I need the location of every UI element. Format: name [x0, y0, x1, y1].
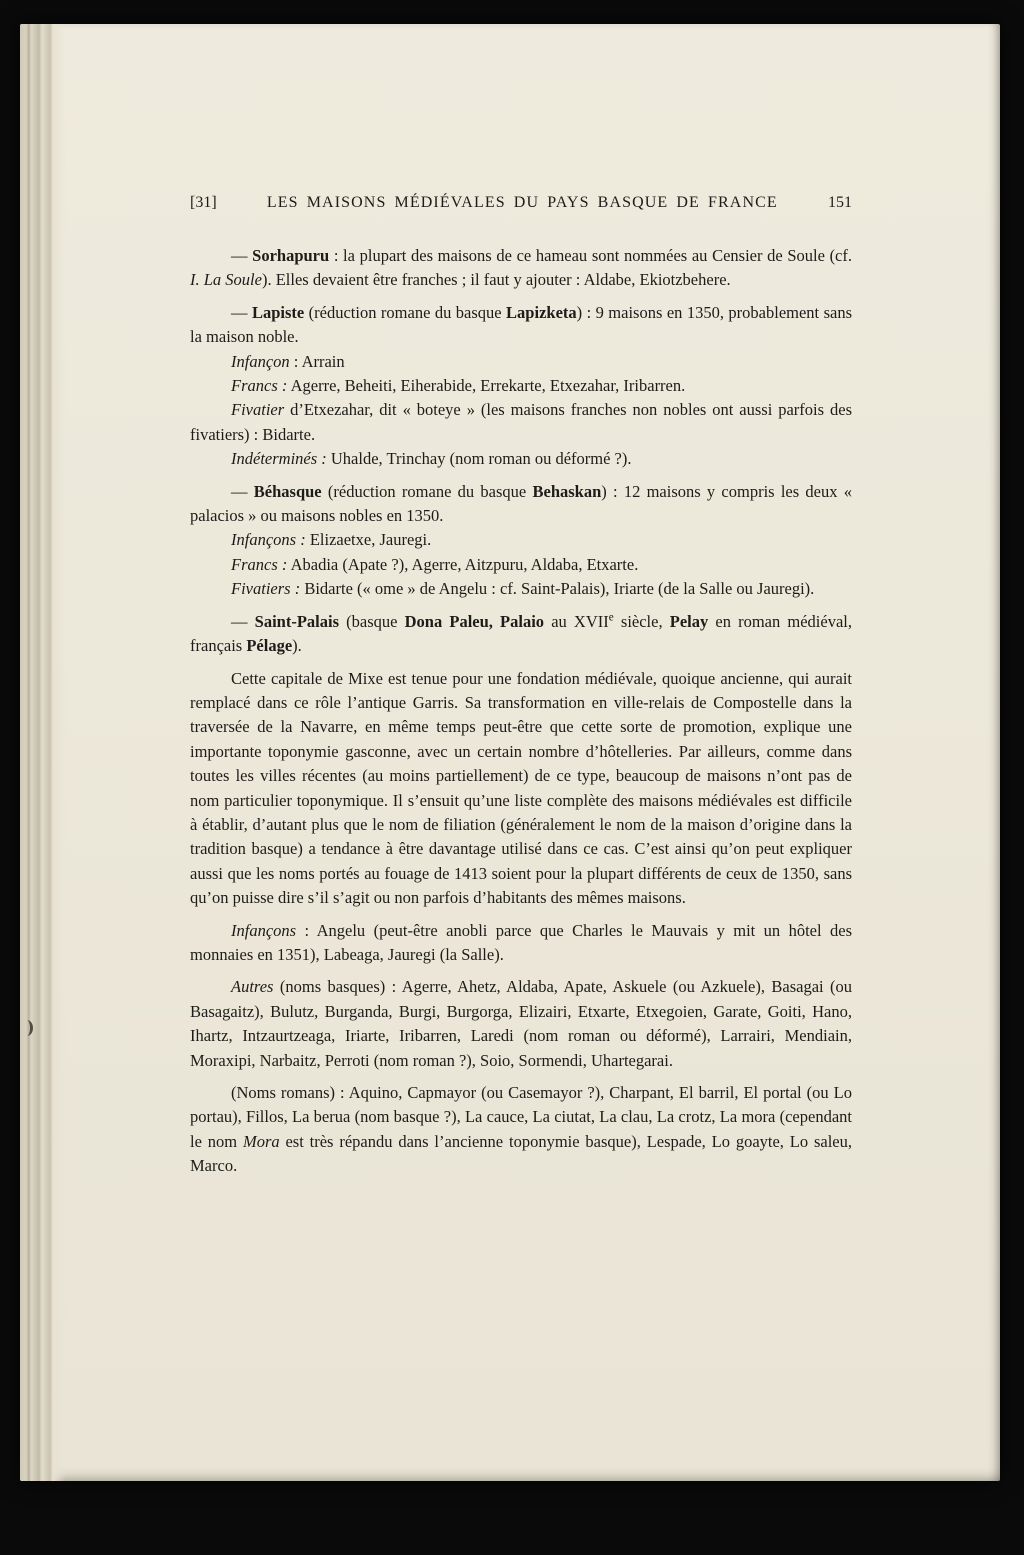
text-segment: ) : 9 maisons en 1350, probablement sans la maison noble. [190, 302, 852, 347]
text-segment: — [231, 481, 254, 501]
text-segment: (noms basques) : Agerre, Ahetz, Aldaba, Apate, Askuele (ou Azkuele), Basagai (ou Basagaitz), Bulutz, Burganda, Burgi, Burgorga, Elizairi, Etxarte, Etxegoien, Garate, Goiti, Hano, Ihartz, Intzaurtzeaga, Iriarte, Iribarren, Laredi (nom roman ou déformé), Larrairi, Mendiain, Moraxipi, Narbaitz, Perroti (nom roman ?), Soio, Sormendi, Uhartegarai. [190, 977, 852, 1070]
text-segment: Infançons [231, 920, 297, 940]
paragraph [190, 350, 852, 374]
text-segment: est très répandu dans l’ancienne toponymie basque), Lespade, Lo goayte, Lo saleu, Marco. [190, 1131, 852, 1176]
text-segment: siècle, [613, 611, 670, 631]
text-segment: Lapiste [251, 302, 305, 322]
text-segment: Abadia (Apate ?), Agerre, Aitzpuru, Aldaba, Etxarte. [287, 554, 639, 574]
page [20, 24, 1000, 1481]
text-segment: Mora [242, 1131, 280, 1151]
paragraph [190, 447, 852, 471]
text-segment: Fivatiers : [231, 579, 301, 599]
text-segment: — [231, 246, 253, 265]
text-body [190, 244, 852, 1179]
text-segment: Elizaetxe, Jauregi. [305, 530, 432, 550]
text-segment: Autres [231, 977, 274, 997]
article-section-number: [31] [190, 194, 217, 211]
book-binding-edge [20, 24, 66, 1481]
text-segment: — [231, 302, 252, 322]
text-segment: (Noms romans) : Aquino, Capmayor (ou Casemayor ?), Charpant, El barril, El portal (ou Lo portau), Fillos, La berua (nom basque ?), La cauce, La ciutat, La clau, La crotz, La mora (cependant le nom [190, 1083, 852, 1151]
text-segment: I. La Soule [190, 270, 262, 290]
text-segment: Dona Paleu, Palaio [404, 611, 545, 631]
paragraph [190, 528, 852, 552]
paragraph [190, 398, 852, 447]
paragraph [190, 919, 852, 968]
text-segment: (réduction romane du basque [321, 481, 533, 501]
text-segment: Bidarte (« ome » de Angelu : cf. Saint-Palais), Iriarte (de la Salle ou Jauregi). [300, 579, 815, 599]
paragraph [190, 244, 852, 293]
text-segment: Uhalde, Trinchay (nom roman ou déformé ?). [326, 449, 632, 469]
text-segment: Fivatier [231, 400, 285, 420]
text-segment: Indéterminés : [231, 449, 327, 469]
paragraph [190, 667, 852, 911]
text-segment: (basque [339, 611, 405, 631]
text-segment: : Angelu (peut-être anobli parce que Charles le Mauvais y mit un hôtel des monnaies en 1351), Labeaga, Jauregi (la Salle). [190, 920, 852, 964]
page-content [190, 194, 852, 1179]
paragraph [190, 553, 852, 577]
running-title: LES MAISONS MÉDIÉVALES DU PAYS BASQUE DE FRANCE [266, 194, 778, 211]
text-segment: au XVII [544, 611, 609, 631]
text-segment: ). Elles devaient être franches ; il faut y ajouter : Aldabe, Ekiotzbehere. [261, 270, 731, 290]
text-segment: Lapizketa [506, 302, 577, 322]
text-segment: Agerre, Beheiti, Eiherabide, Errekarte, Etxezahar, Iribarren. [287, 376, 686, 396]
text-segment: Pélage [246, 636, 293, 656]
paragraph [190, 374, 852, 398]
text-segment: — [231, 611, 255, 631]
paragraph [190, 975, 852, 1073]
paragraph [190, 610, 852, 659]
text-segment: Sorhapuru [252, 246, 330, 265]
paragraph [190, 480, 852, 529]
text-segment: Cette capitale de Mixe est tenue pour une fondation médiévale, quoique ancienne, qui aurait remplacé dans ce rôle l’antique Garris. Sa transformation en ville-relais de Compostelle dans la traversée de la Navarre, en même temps peut-être que cette sorte de promotion, explique une importante toponymie gasconne, avec un certain nombre d’hôtelleries. Par ailleurs, comme dans toutes les villes récentes (au moins partiellement) de ce type, beaucoup de maisons n’ont pas de nom particulier toponymique. Il s’ensuit qu’une liste complète des maisons médiévales est difficile à établir, d’autant plus que le nom de filiation (généralement le nom de la maison d’origine dans la tradition basque) a tendance à être davantage utilisé dans ce cas. C’est ainsi qu’on peut expliquer aussi que les noms portés au fouage de 1413 soient pour la plupart différents de ceux de 1350, sans qu’on puisse dire s’il s’agit ou non parfois d’habitants des mêmes maisons. [190, 668, 852, 908]
text-segment: d’Etxezahar, dit « boteye » (les maisons franches non nobles ont aussi parfois des fivatiers) : Bidarte. [190, 400, 852, 444]
text-segment: Infançon [231, 351, 290, 371]
text-segment: e [608, 611, 614, 624]
text-segment: Francs : [231, 554, 288, 574]
text-segment: ) : 12 maisons y compris les deux « palacios » ou maisons nobles en 1350. [190, 481, 852, 526]
text-segment: : la plupart des maisons de ce hameau sont nommées au Censier de Soule (cf. [329, 246, 853, 265]
text-segment: (réduction romane du basque [304, 302, 507, 322]
paragraph [190, 577, 852, 601]
text-segment: Saint-Palais [254, 611, 340, 631]
page-header [190, 194, 852, 212]
text-segment: Pelay [669, 611, 709, 631]
text-segment: Behaskan [532, 481, 602, 501]
text-segment: Béhasque [253, 481, 322, 501]
paragraph [190, 301, 852, 350]
text-segment: Francs : [231, 376, 288, 396]
paragraph [190, 1081, 852, 1179]
text-segment: : Arrain [289, 351, 345, 371]
page-number: 151 [827, 194, 852, 211]
text-segment: ). [292, 636, 302, 656]
text-segment: Infançons : [231, 530, 306, 550]
text-segment: en roman médiéval, français [190, 611, 852, 656]
